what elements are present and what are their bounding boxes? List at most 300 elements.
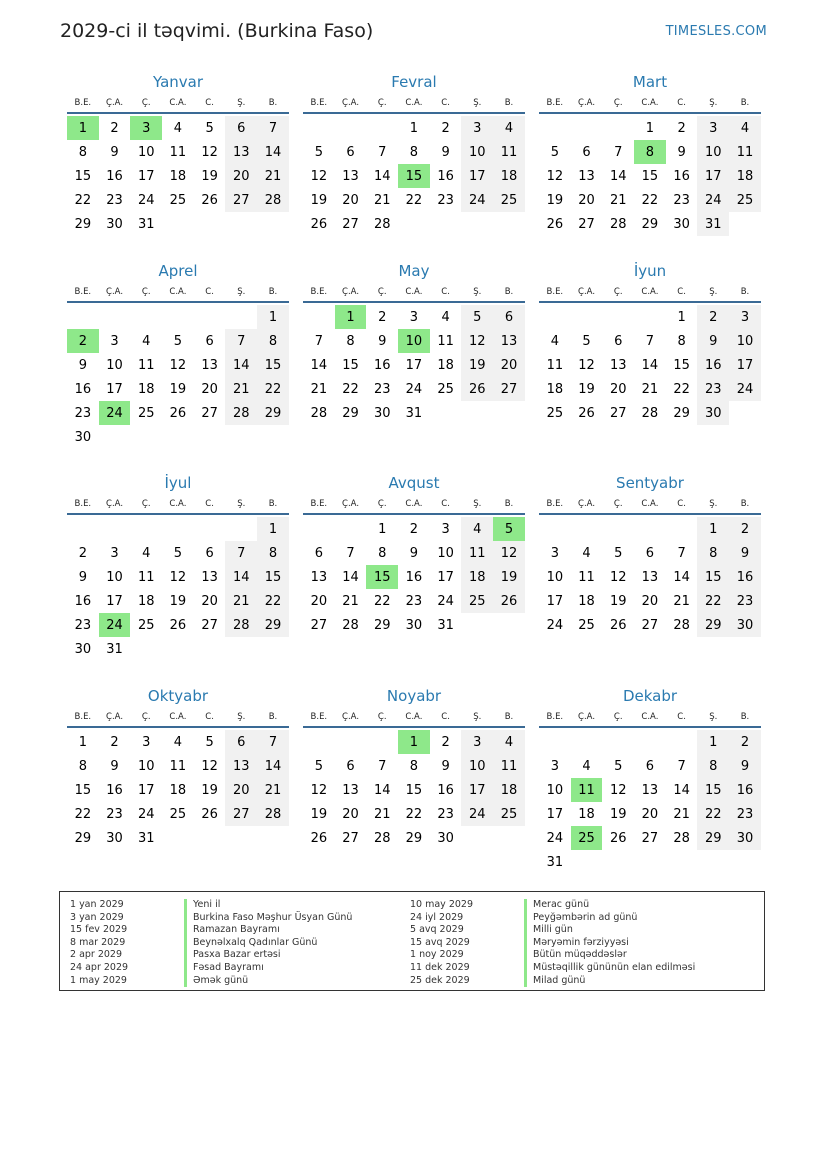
day-cell: 1 (677, 309, 686, 325)
day-cell: 28 (342, 617, 359, 633)
day-cell: 26 (310, 216, 328, 232)
weekday-label: B. (268, 287, 278, 297)
weekday-label: B. (740, 712, 750, 722)
day-cell: 17 (729, 353, 761, 377)
day-cell: 19 (461, 353, 493, 377)
day-cell: 23 (106, 192, 123, 208)
day-cell: 17 (137, 782, 155, 798)
month-block (539, 72, 761, 236)
day-cell: 24 (546, 830, 564, 846)
day-cell: 17 (106, 593, 123, 609)
day-cell: 16 (437, 782, 454, 798)
day-cell: 4 (173, 734, 183, 750)
weekday-label: Ç.A. (578, 287, 596, 297)
weekday-label: C.A. (169, 98, 187, 108)
weekday-label: Ş. (473, 712, 482, 722)
day-cell: 19 (310, 806, 328, 822)
empty-cell (130, 305, 162, 329)
day-cell: 6 (346, 758, 355, 774)
day-cell: 28 (310, 405, 328, 421)
holiday-day-cell: 1 (398, 730, 430, 754)
day-cell: 7 (677, 545, 686, 561)
day-cell: 4 (493, 730, 525, 754)
day-cell: 14 (609, 168, 627, 184)
day-cell: 5 (461, 305, 493, 329)
weekday-label: Ş. (473, 287, 482, 297)
empty-cell (194, 517, 226, 541)
weekday-label: B.E. (74, 98, 92, 108)
day-cell: 16 (74, 381, 92, 397)
day-cell: 26 (578, 405, 595, 421)
legend-date: 10 may 2029 (410, 899, 474, 910)
day-cell: 31 (546, 854, 564, 870)
legend-holiday-name: Milli gün (524, 924, 573, 937)
empty-cell (634, 730, 666, 754)
day-cell: 7 (257, 116, 289, 140)
day-cell: 4 (582, 545, 591, 561)
month-name: Mart (632, 73, 668, 91)
day-cell: 12 (493, 541, 525, 565)
day-cell: 26 (201, 806, 218, 822)
weekday-label: C.A. (169, 499, 187, 509)
day-cell: 4 (173, 120, 183, 136)
day-cell: 2 (110, 734, 119, 750)
day-cell: 5 (314, 758, 323, 774)
day-cell: 23 (437, 806, 454, 822)
day-cell: 28 (673, 830, 690, 846)
legend-column-left (70, 899, 352, 987)
day-cell: 26 (310, 830, 328, 846)
day-cell: 18 (437, 357, 454, 373)
day-cell: 25 (137, 617, 155, 633)
weekday-label: Ş. (237, 499, 246, 509)
legend-date: 8 mar 2029 (70, 936, 126, 948)
empty-cell (571, 730, 603, 754)
weekday-label: B.E. (546, 712, 564, 722)
day-cell: 2 (697, 305, 729, 329)
day-cell: 15 (641, 168, 659, 184)
weekday-label: Ç.A. (106, 98, 124, 108)
day-cell: 12 (201, 758, 218, 774)
weekday-label: B. (268, 98, 278, 108)
day-cell: 13 (609, 357, 627, 373)
day-cell: 11 (578, 569, 595, 585)
empty-cell (225, 517, 257, 541)
day-cell: 27 (225, 188, 257, 212)
empty-cell (666, 730, 698, 754)
day-cell: 26 (169, 617, 187, 633)
weekday-label: C. (441, 499, 450, 509)
day-cell: 14 (673, 782, 690, 798)
day-cell: 19 (493, 565, 525, 589)
weekday-label: Ş. (709, 499, 718, 509)
weekday-label: Ç. (613, 287, 623, 297)
month-block (539, 473, 761, 637)
day-cell: 3 (142, 734, 151, 750)
day-cell: 15 (697, 778, 729, 802)
day-cell: 26 (169, 405, 187, 421)
day-cell: 10 (729, 329, 761, 353)
month-block (303, 686, 525, 850)
day-cell: 10 (106, 357, 123, 373)
day-cell: 27 (493, 377, 525, 401)
day-cell: 24 (546, 617, 564, 633)
day-cell: 8 (697, 754, 729, 778)
day-cell: 5 (614, 545, 623, 561)
day-cell: 10 (546, 782, 564, 798)
day-cell: 22 (405, 192, 423, 208)
day-cell: 5 (550, 144, 559, 160)
day-cell: 2 (441, 120, 450, 136)
day-grid (539, 517, 761, 637)
day-cell: 21 (673, 593, 690, 609)
empty-cell (602, 517, 634, 541)
empty-cell (162, 517, 194, 541)
day-cell: 24 (461, 802, 493, 826)
day-cell: 17 (106, 381, 123, 397)
day-cell: 6 (225, 730, 257, 754)
day-cell: 18 (493, 164, 525, 188)
weekday-label: Ç. (377, 712, 387, 722)
day-cell: 26 (546, 216, 564, 232)
day-cell: 22 (257, 377, 289, 401)
day-cell: 11 (729, 140, 761, 164)
day-cell: 3 (461, 116, 493, 140)
day-cell: 19 (609, 806, 627, 822)
day-cell: 11 (461, 541, 493, 565)
weekday-label: C.A. (405, 98, 423, 108)
day-cell: 2 (441, 734, 450, 750)
day-cell: 20 (493, 353, 525, 377)
day-cell: 25 (578, 617, 595, 633)
day-cell: 22 (342, 381, 359, 397)
weekday-label: C.A. (405, 712, 423, 722)
day-cell: 24 (461, 188, 493, 212)
day-cell: 31 (106, 641, 123, 657)
empty-cell (602, 116, 634, 140)
weekday-label: Ç.A. (106, 499, 124, 509)
empty-cell (571, 517, 603, 541)
day-grid (67, 305, 289, 449)
day-cell: 25 (546, 405, 564, 421)
day-cell: 18 (461, 565, 493, 589)
day-cell: 27 (578, 216, 595, 232)
day-cell: 23 (405, 593, 423, 609)
weekday-label: Ç.A. (578, 499, 596, 509)
day-cell: 7 (378, 144, 387, 160)
day-cell: 22 (697, 589, 729, 613)
day-cell: 11 (137, 569, 155, 585)
empty-cell (67, 305, 99, 329)
day-cell: 24 (137, 192, 155, 208)
day-cell: 3 (409, 309, 419, 325)
day-grid (67, 517, 289, 661)
day-cell: 8 (409, 758, 419, 774)
legend-date: 2 apr 2029 (70, 949, 123, 961)
weekday-label: C.A. (405, 287, 423, 297)
day-cell: 7 (677, 758, 686, 774)
month-name: İyun (633, 262, 667, 280)
day-cell: 31 (405, 405, 423, 421)
weekday-header (539, 495, 761, 515)
day-cell: 8 (257, 329, 289, 353)
day-cell: 9 (441, 758, 450, 774)
day-cell: 20 (201, 381, 218, 397)
day-cell: 18 (169, 782, 187, 798)
month-name: Avqust (388, 474, 440, 492)
brand-link[interactable]: TIMESLES.COM (665, 24, 767, 39)
day-grid (539, 730, 761, 874)
weekday-label: Ç. (377, 287, 387, 297)
day-cell: 19 (169, 593, 187, 609)
weekday-header (67, 94, 289, 114)
weekday-label: Ç. (613, 499, 623, 509)
day-cell: 13 (310, 569, 328, 585)
day-cell: 13 (342, 168, 359, 184)
day-cell: 21 (673, 806, 690, 822)
day-cell: 13 (225, 140, 257, 164)
day-cell: 30 (74, 429, 92, 445)
day-cell: 5 (173, 545, 183, 561)
legend-date: 24 apr 2029 (70, 961, 129, 973)
day-cell: 6 (346, 144, 355, 160)
day-cell: 6 (225, 116, 257, 140)
day-cell: 28 (257, 188, 289, 212)
day-cell: 28 (373, 830, 391, 846)
day-cell: 25 (729, 188, 761, 212)
day-cell: 14 (310, 357, 328, 373)
day-cell: 3 (110, 545, 119, 561)
month-name: May (398, 262, 430, 280)
month-block (303, 261, 525, 425)
day-cell: 27 (641, 617, 659, 633)
weekday-label: Ç. (141, 287, 151, 297)
day-cell: 18 (729, 164, 761, 188)
weekday-label: C. (441, 98, 450, 108)
legend-row (410, 924, 695, 937)
day-cell: 25 (169, 192, 187, 208)
day-cell: 23 (697, 377, 729, 401)
legend-row (70, 962, 352, 975)
weekday-label: B. (740, 98, 750, 108)
day-cell: 28 (257, 802, 289, 826)
day-cell: 13 (201, 569, 218, 585)
legend-row (410, 899, 695, 912)
day-cell: 3 (461, 730, 493, 754)
holiday-day-cell: 5 (493, 517, 525, 541)
day-cell: 31 (697, 212, 729, 236)
day-cell: 9 (677, 144, 686, 160)
day-cell: 14 (673, 569, 690, 585)
empty-cell (571, 305, 603, 329)
holiday-day-cell: 1 (67, 116, 99, 140)
day-cell: 4 (142, 333, 151, 349)
day-cell: 16 (729, 565, 761, 589)
day-cell: 7 (314, 333, 323, 349)
day-cell: 13 (641, 782, 659, 798)
day-cell: 24 (729, 377, 761, 401)
weekday-label: Ç.A. (342, 287, 360, 297)
month-block (539, 261, 761, 425)
day-cell: 26 (609, 617, 627, 633)
legend-date: 1 noy 2029 (410, 949, 464, 961)
day-cell: 11 (493, 140, 525, 164)
empty-cell (539, 517, 571, 541)
weekday-header (67, 708, 289, 728)
legend-holiday-name: Əmək günü (184, 975, 248, 988)
empty-cell (335, 730, 367, 754)
day-cell: 7 (346, 545, 355, 561)
legend-holiday-name: Peyğəmbərin ad günü (524, 912, 637, 925)
month-name: Aprel (158, 262, 198, 280)
day-cell: 18 (169, 168, 187, 184)
day-cell: 29 (74, 830, 92, 846)
empty-cell (130, 517, 162, 541)
weekday-label: C.A. (641, 499, 659, 509)
day-cell: 16 (673, 168, 690, 184)
day-cell: 7 (225, 329, 257, 353)
day-cell: 12 (169, 357, 187, 373)
day-cell: 8 (378, 545, 387, 561)
day-cell: 20 (225, 778, 257, 802)
weekday-label: Ç.A. (342, 98, 360, 108)
day-cell: 13 (641, 569, 659, 585)
day-cell: 9 (378, 333, 387, 349)
weekday-label: Ş. (709, 712, 718, 722)
day-cell: 23 (437, 192, 454, 208)
day-cell: 27 (641, 830, 659, 846)
day-cell: 30 (437, 830, 454, 846)
day-cell: 19 (609, 593, 627, 609)
day-cell: 2 (677, 120, 686, 136)
day-cell: 18 (137, 593, 155, 609)
month-name: İyul (164, 474, 192, 492)
legend-row (70, 949, 352, 962)
weekday-label: Ş. (709, 287, 718, 297)
day-cell: 7 (614, 144, 623, 160)
day-cell: 17 (137, 168, 155, 184)
weekday-label: C. (441, 712, 450, 722)
day-cell: 13 (342, 782, 359, 798)
month-block (67, 473, 289, 661)
day-cell: 19 (578, 381, 595, 397)
month-name: Yanvar (152, 73, 204, 91)
day-cell: 10 (461, 140, 493, 164)
day-cell: 21 (225, 589, 257, 613)
weekday-label: B.E. (74, 287, 92, 297)
day-cell: 23 (729, 802, 761, 826)
day-cell: 18 (578, 593, 595, 609)
day-cell: 11 (437, 333, 454, 349)
weekday-label: B. (504, 712, 514, 722)
weekday-label: Ç.A. (342, 712, 360, 722)
day-cell: 17 (546, 593, 564, 609)
empty-cell (539, 730, 571, 754)
day-cell: 19 (169, 381, 187, 397)
empty-cell (162, 305, 194, 329)
day-cell: 29 (673, 405, 690, 421)
weekday-header (303, 283, 525, 303)
day-cell: 10 (106, 569, 123, 585)
month-block (67, 686, 289, 850)
day-cell: 7 (257, 730, 289, 754)
day-cell: 8 (78, 144, 87, 160)
day-cell: 24 (697, 188, 729, 212)
day-cell: 6 (205, 333, 214, 349)
day-cell: 24 (437, 593, 454, 609)
day-cell: 24 (137, 806, 155, 822)
legend-date: 3 yan 2029 (70, 911, 124, 923)
day-cell: 3 (729, 305, 761, 329)
day-cell: 6 (645, 545, 655, 561)
empty-cell (602, 305, 634, 329)
day-grid (303, 730, 525, 850)
day-cell: 20 (201, 593, 218, 609)
day-cell: 5 (173, 333, 183, 349)
legend-holiday-name: Beynəlxalq Qadınlar Günü (184, 937, 317, 950)
day-cell: 26 (461, 377, 493, 401)
day-cell: 1 (697, 730, 729, 754)
day-cell: 10 (461, 754, 493, 778)
day-cell: 12 (578, 357, 595, 373)
page-title: 2029-ci il təqvimi. (Burkina Faso) (60, 20, 374, 42)
empty-cell (99, 305, 131, 329)
day-cell: 12 (310, 168, 328, 184)
day-cell: 25 (437, 381, 454, 397)
day-cell: 11 (169, 144, 187, 160)
holiday-day-cell: 25 (571, 826, 603, 850)
day-cell: 12 (310, 782, 328, 798)
empty-cell (194, 305, 226, 329)
day-cell: 25 (493, 188, 525, 212)
holiday-day-cell: 3 (130, 116, 162, 140)
weekday-label: Ç. (141, 98, 151, 108)
day-cell: 18 (546, 381, 564, 397)
legend-date: 24 iyl 2029 (410, 911, 464, 923)
day-cell: 3 (697, 116, 729, 140)
day-cell: 23 (106, 806, 123, 822)
weekday-label: B. (504, 287, 514, 297)
day-cell: 18 (137, 381, 155, 397)
weekday-label: B.E. (310, 499, 328, 509)
day-cell: 29 (342, 405, 359, 421)
holiday-day-cell: 11 (571, 778, 603, 802)
day-cell: 12 (201, 144, 218, 160)
legend-holiday-name: Yeni il (184, 899, 220, 912)
day-cell: 2 (729, 517, 761, 541)
day-cell: 15 (405, 782, 423, 798)
day-cell: 16 (373, 357, 391, 373)
legend-holiday-name: Müstəqillik gününün elan edilməsi (524, 962, 695, 975)
day-cell: 21 (641, 381, 659, 397)
day-cell: 10 (137, 758, 155, 774)
day-cell: 3 (550, 545, 559, 561)
day-cell: 2 (110, 120, 119, 136)
day-cell: 23 (673, 192, 690, 208)
day-cell: 4 (582, 758, 591, 774)
legend-holiday-name: Milad günü (524, 975, 585, 988)
weekday-label: B.E. (310, 287, 328, 297)
day-cell: 16 (106, 782, 123, 798)
legend-date: 15 fev 2029 (70, 924, 128, 936)
legend-holiday-name: Ramazan Bayramı (184, 924, 280, 937)
empty-cell (335, 116, 367, 140)
day-cell: 28 (641, 405, 659, 421)
empty-cell (67, 517, 99, 541)
weekday-label: Ş. (237, 712, 246, 722)
weekday-label: Ş. (473, 98, 482, 108)
weekday-label: B.E. (74, 712, 92, 722)
